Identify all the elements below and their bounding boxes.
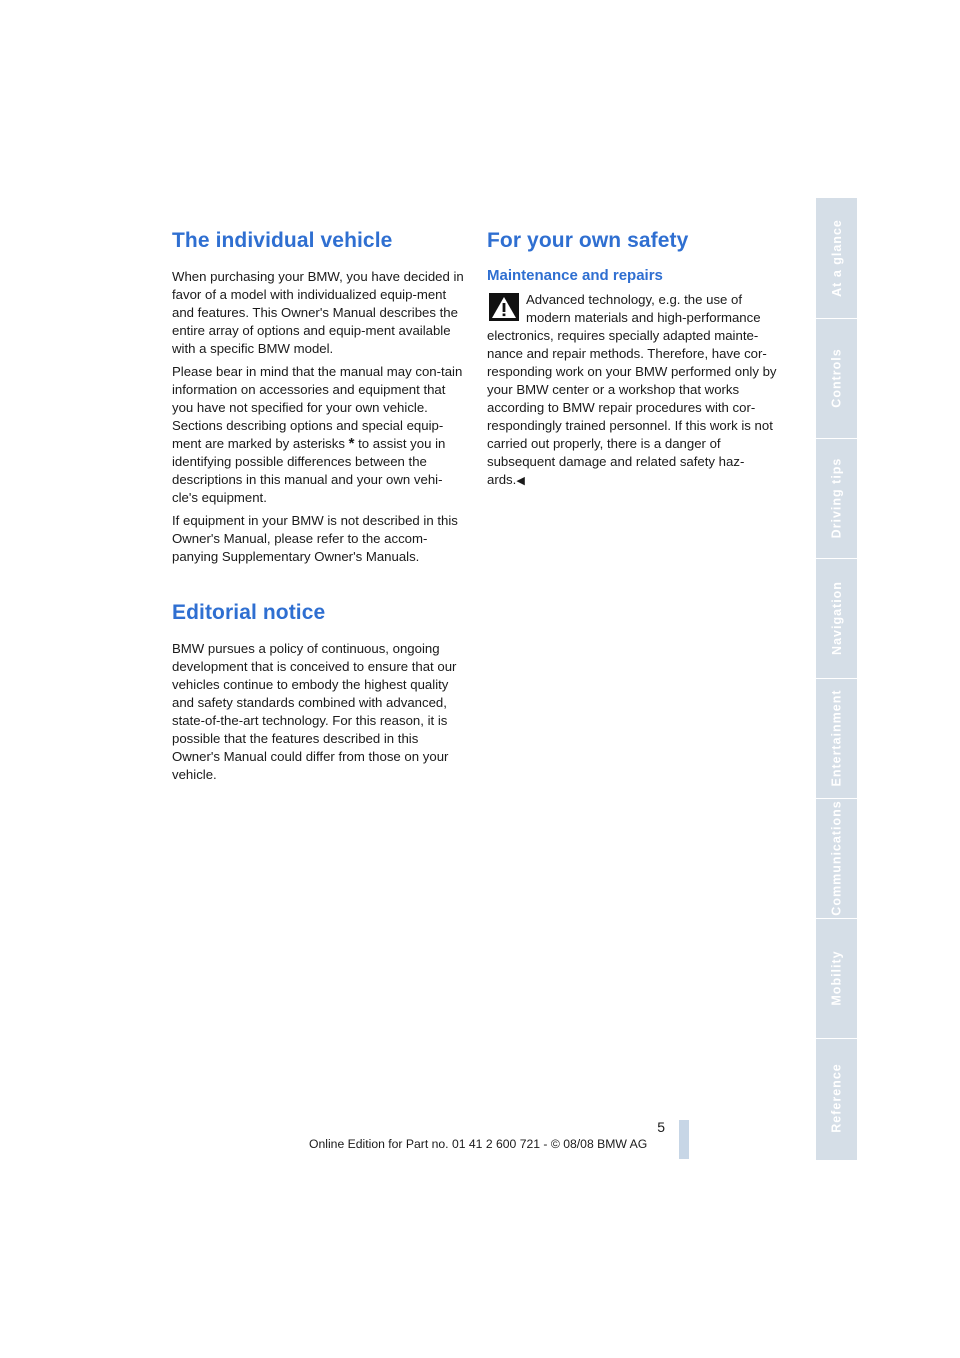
warning-text: Advanced technology, e.g. the use of modern materials and high-performance electronics, requires specially adapted mainte-nance and repair methods. Therefore, have cor-responding work on your BMW performed only by your BMW center or a workshop that works according to BMW repair procedures with cor-respondingly trained personnel. If this work is not carried out properly, there is a danger of subsequent damage and related safety haz-ards. xyxy=(487,292,777,487)
paragraph-supplementary: If equipment in your BMW is not described in this Owner's Manual, please refer to the accom-panying Supplementary Owner's Manuals. xyxy=(172,513,458,564)
footer-edition: Online Edition for Part no. 01 41 2 600 721 - © 08/08 BMW AG xyxy=(309,1137,648,1151)
tab-controls[interactable] xyxy=(816,318,857,439)
end-mark-icon: ◀ xyxy=(516,475,525,487)
paragraph-editorial: BMW pursues a policy of continuous, ongoing development that is conceived to ensure that our vehicles continue to embody the highest quality and safety standards combined with advanced, state-of-the-art technology. For this reason, it is possible that the features described in this Owner's Manual could differ from those on your vehicle. xyxy=(172,641,457,782)
tab-communications[interactable] xyxy=(816,798,857,919)
tab-driving-tips[interactable] xyxy=(816,438,857,559)
paragraph-bear-in-mind-start: Please bear in mind that the manual may con-tain information on accessories and equipment that you have not specified for your own vehicle. Sections describing options and special equip-ment are marked by asterisks xyxy=(172,364,463,451)
tab-label: Mobility xyxy=(829,950,844,1006)
heading-individual-vehicle: The individual vehicle xyxy=(172,229,393,252)
tab-reference[interactable] xyxy=(816,1038,857,1158)
tab-label: Communications xyxy=(829,800,844,916)
heading-editorial-notice: Editorial notice xyxy=(172,601,326,624)
paragraph-bear-in-mind-end: to assist you in identifying possible differences between the descriptions in this manual and your own vehi-cle's equipment. xyxy=(172,436,446,505)
tab-label: Navigation xyxy=(829,581,844,655)
tab-label: Reference xyxy=(829,1063,844,1133)
chapter-tabs xyxy=(816,198,857,1160)
asterisk-mark: * xyxy=(348,435,355,452)
paragraph-bear-in-mind xyxy=(172,363,464,507)
page-number: 5 xyxy=(657,1119,665,1135)
tab-at-a-glance[interactable] xyxy=(816,198,857,319)
tab-entertainment[interactable] xyxy=(816,678,857,799)
left-column xyxy=(172,228,464,789)
warning-triangle-icon xyxy=(489,293,519,321)
heading-maintenance-repairs: Maintenance and repairs xyxy=(487,267,663,284)
tab-label: Driving tips xyxy=(829,457,844,539)
heading-own-safety: For your own safety xyxy=(487,229,689,252)
paragraph-purchasing: When purchasing your BMW, you have decided in favor of a model with individualized equip-ment and features. This Owner's Manual describes the entire array of options and equip-ment available with a specific BMW model. xyxy=(172,269,464,356)
tab-label: Controls xyxy=(829,348,844,408)
tab-label: At a glance xyxy=(829,219,844,297)
tab-navigation[interactable] xyxy=(816,558,857,679)
footer-bar xyxy=(679,1120,689,1159)
right-column xyxy=(487,228,782,495)
tab-label: Entertainment xyxy=(829,689,844,787)
tab-mobility[interactable] xyxy=(816,918,857,1039)
warning-paragraph xyxy=(487,291,782,490)
